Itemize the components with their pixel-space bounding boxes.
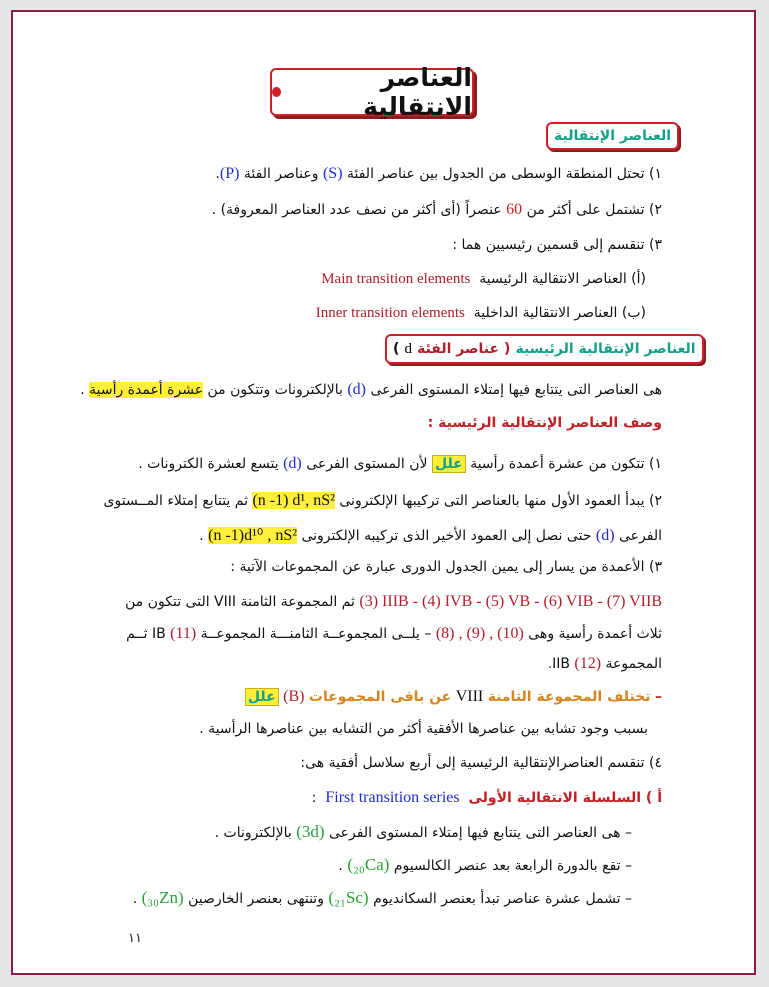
item-text: يتسع لعشرة الكترونات . [138,456,279,472]
groups-line3 [548,655,662,673]
why-tag: علل [432,455,466,473]
series-point3 [133,888,632,908]
item-text: تنقسم إلى قسمين رئيسيين هما : [452,237,645,253]
series-point1 [215,822,632,842]
page-title: العناصر الانتقالية [363,63,472,121]
b-label: (B) [283,688,305,705]
s1-sub-a [321,271,646,288]
element-symbol: (₂₀Ca) [347,855,390,874]
s2-desc-item2 [104,492,662,510]
electron-config: (n -1)d¹⁰ , nS² [208,527,298,544]
dash: – [625,858,632,874]
item-text: عنصراً (أى أكثر من نصف عدد العناصر المعروفة) . [211,202,502,218]
item-text: تتكون من عشرة أعمدة رأسية [470,456,645,472]
group-list: (3) IIIB - (4) IVB - (5) VB - (6) VIB - (7) VIIB [359,593,662,610]
s2-desc-item4 [300,755,662,771]
s2-definition [80,381,662,399]
item-text: ثم يتتابع إمتلاء المــستوى [103,493,248,509]
def-text: هى العناصر التى يتتابع فيها إمتلاء المستوى الفرعى [370,382,662,398]
page-title-box [270,63,474,121]
sub-english: Main transition elements [321,271,471,287]
group-numbers: (8) , (9) , (10) [435,625,524,642]
s2-desc-heading: وصف العناصر الإنتقالية الرئيسية : [427,415,662,431]
item-text: يبدأ العمود الأول منها بالعناصر التى تركيبها الإلكترونى [339,493,645,509]
punct: . [132,891,138,907]
paren-close: ) [393,341,400,357]
item-number: ٣) [649,237,662,253]
dash: – [625,891,632,907]
item-text: وتنتهى بعنصر الخارصين [188,891,324,907]
s1-item1 [215,165,662,183]
electron-config: (n -1) d¹, nS² [252,492,335,509]
s2-desc-item1 [138,455,662,473]
item-number: ٢) [649,493,662,509]
item-number: ١) [649,456,662,472]
sub-label: (أ) العناصر الانتقالية الرئيسية [479,271,646,287]
punct: . [338,858,343,874]
group-number: (12). [548,655,602,672]
section2-heading: العناصر الإنتقالية الرئيسية [515,341,696,357]
groups-line1 [125,593,662,611]
subshell-label: (3d) [296,822,325,841]
item-text: تحتل المنطقة الوسطى من الجدول بين عناصر الفئة [346,166,645,182]
item-number: ٢) [649,202,662,218]
punct: : [311,790,317,806]
page-number: ١١ [128,931,142,946]
note-text: تختلف المجموعة الثامنة [487,689,651,705]
dash: – [625,825,632,841]
sub-label: (ب) العناصر الانتقالية الداخلية [473,305,646,321]
section1-heading: العناصر الإنتقالية [554,128,672,144]
item-text: الفرعى [619,528,662,544]
punct: . [199,528,204,544]
item-text: ثم المجموعة الثامنة VIII التى تتكون من [125,594,355,610]
groups-line2 [126,625,662,643]
title-bullet-dot [272,87,281,97]
s2-desc-item2-cont [199,525,662,545]
group-label: VIII [455,688,484,705]
first-series-heading [312,789,662,807]
element-symbol: (₂₁Sc) [328,888,369,907]
group-viii-note [245,688,662,706]
why-tag: علل [245,688,279,706]
document-page [11,10,756,975]
def-text: بالإلكترونات وتتكون من [207,382,343,398]
series-label: أ ) السلسلة الانتقالية الأولى [468,790,662,806]
s2-desc-item3 [230,559,662,575]
group-viii-reason: بسبب وجود تشابه بين عناصرها الأفقية أكثر من التشابه بين عناصرها الرأسية . [199,721,648,737]
d-label: (d) [595,527,615,544]
d-block-label: d [404,340,412,357]
series-english: First transition series [325,789,460,806]
item-text: تشمل عشرة عناصر تبدأ بعنصر السكانديوم [373,891,621,907]
s-block-label: (S) [322,165,343,182]
item-text: حتى نصل إلى العمود الأخير الذى تركيبه الإلكترونى [301,528,592,544]
item-text: – يلــى المجموعــة الثامنـــة المجموعــة IB [151,626,432,642]
item-text: تشتمل على أكثر من [526,202,645,218]
p-block-label: (P) [219,165,240,182]
note-text: عن باقى المجموعات [308,689,452,705]
dash: – [655,689,662,705]
s1-item3 [452,237,662,253]
sub-english: Inner transition elements [315,305,465,321]
element-symbol: (₃₀Zn) [141,888,184,907]
item-number: ١) [649,166,662,182]
item-text: وعناصر الفئة [243,166,319,182]
punct: . [80,382,85,398]
item-text: ثلاث أعمدة رأسية وهى [528,626,662,642]
item-number: ٣) [649,559,662,575]
section2-heading-box [385,334,704,364]
item-text: المجموعة IIB [552,656,662,672]
group-number: (11) [170,625,197,642]
s1-item2 [212,201,662,219]
s1-sub-b [316,305,646,322]
item-text: الأعمدة من يسار إلى يمين الجدول الدورى عبارة عن المجموعات الآتية : [230,559,645,575]
d-label: (d) [283,455,302,472]
item-number: ٤) [649,755,662,771]
item-text: هى العناصر التى يتتابع فيها إمتلاء المستوى الفرعى [329,825,621,841]
series-point2 [338,855,632,875]
item-text: لأن المستوى الفرعى [306,456,428,472]
count-value: 60 [506,201,523,218]
item-text: بالإلكترونات . [214,825,292,841]
item-text: ثــم [126,626,148,642]
section1-heading-box [546,122,679,150]
item-text: تنقسم العناصرالإنتقالية الرئيسية إلى أربع سلاسل أفقية هى: [300,755,645,771]
d-label: (d) [347,381,366,398]
item-text: تقع بالدورة الرابعة بعد عنصر الكالسيوم [393,858,621,874]
highlight-text: عشرة أعمدة رأسية [89,382,204,398]
section2-heading-paren: ( عناصر الفئة [417,341,511,357]
punct: . [215,166,220,182]
